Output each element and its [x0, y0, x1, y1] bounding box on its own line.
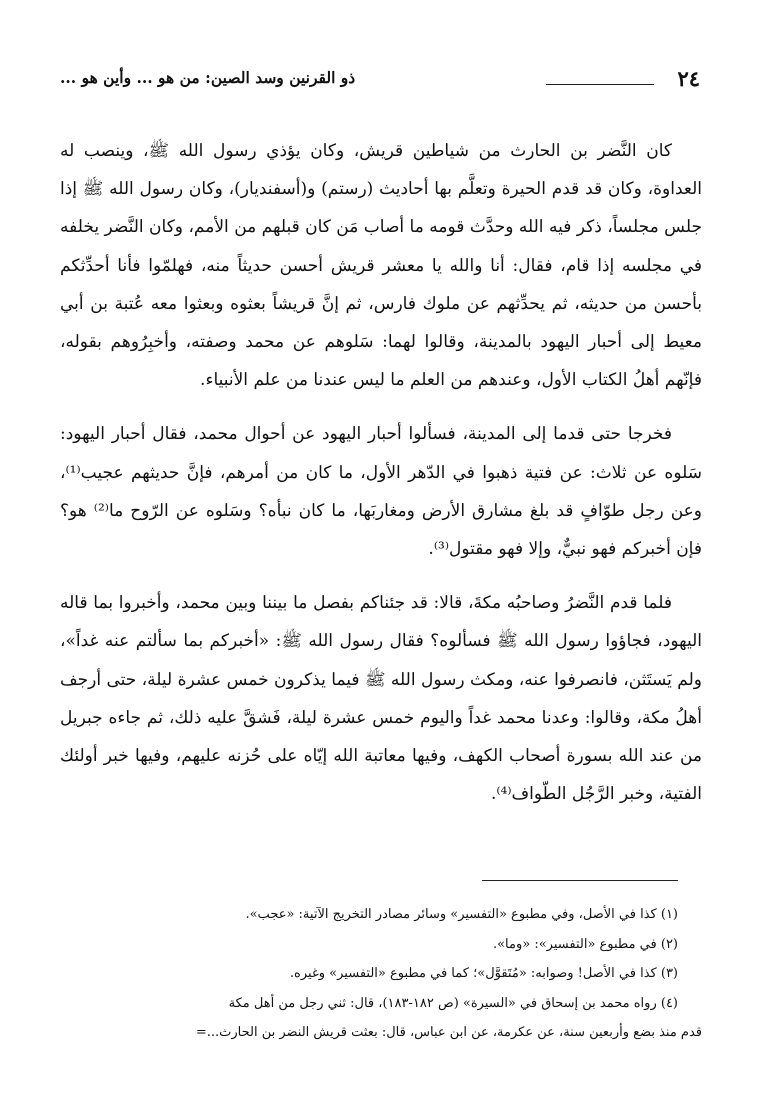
header-rule — [546, 84, 654, 85]
page-number: ٢٤ — [677, 66, 700, 91]
paragraph-1: كان النَّضر بن الحارث من شياطين قريش، وكان يؤذي رسول الله ﷺ، وينصب له العداوة، وكان قد قدم الحيرة وتعلَّم بها أحاديث (رستم) و(أسفنديار)، وكان رسول الله ﷺ إذا جلس مجلساً، ذكر فيه الله وحدَّث قومه ما أصاب مَن كان قبلهم من الأمم، وكان النَّضر يخلفه في مجلسه إذا قام، فقال: أنا والله يا معشر قريش أحسن حديثاً منه، فهلمّوا فأنا أحدِّثكم بأحسن من حديثه، ثم يحدِّثهم عن ملوك فارس، ثم إنَّ قريشاً بعثوه وبعثوا معه عُتبة بن أبي معيط إلى أحبار اليهود بالمدينة، وقالوا لهما: سَلوهم عن محمد وصفته، وأخبِرُوهم بقوله، فإنّهم أهلُ الكتاب الأول، وعندهم من العلم ما ليس عندنا من علم الأنبياء. — [60, 141, 702, 391]
main-text — [60, 132, 702, 829]
paragraph-3: فلما قدم النَّضرُ وصاحبُه مكةَ، قالا: قد جئناكم بفصل ما بيننا وبين محمد، وأخبروا بما قاله اليهود، فجاؤوا رسول الله ﷺ فسألوه؟ فقال رسول الله ﷺ: «أخبركم بما سألتم عنه غداً»، ولم يَستَثن، فانصرفوا عنه، ومكث رسول الله ﷺ فيما يذكرون خمس عشرة ليلة، حتى أرجف أهلُ مكة، وقالوا: وعدنا محمد غداً واليوم خمس عشرة ليلة، فَشقَّ عليه ذلك، ثم جاءه جبريل من عند الله بسورة أصحاب الكهف، وفيها معاتبة الله إيّاه على حُزنه عليهم، وفيها خبر أولئك الفتية، وخبر الرَّجُل الطّواف⁽⁴⁾. — [60, 593, 702, 805]
footnote-4-continuation: قدم منذ بضع وأربعين سنة، عن عكرمة، عن ابن عباس، قال: بعثت قريش النضر بن الحارث...= — [195, 1025, 702, 1040]
footnote-separator — [482, 880, 678, 881]
footnote-4: (٤) رواه محمد بن إسحاق في «السيرة» (ص ١٨٢-١٨٣)، قال: ثني رجل من أهل مكة — [228, 995, 678, 1011]
footnotes — [60, 900, 702, 1048]
running-title: ذو القرنين وسد الصين: من هو ... وأين هو ... — [60, 68, 356, 87]
running-head — [60, 62, 700, 96]
footnote-2: (٢) في مطبوع «التفسير»: «وما». — [492, 936, 678, 952]
footnote-3: (٣) كذا في الأصل! وصوابه: «مُتَقوَّل»؛ كما في مطبوع «التفسير» وغيره. — [289, 966, 678, 981]
footnote-1: (١) كذا في الأصل، وفي مطبوع «التفسير» وسائر مصادر التخريج الآتية: «عجب». — [245, 907, 678, 922]
paragraph-2: فخرجا حتى قدما إلى المدينة، فسألوا أحبار اليهود عن أحوال محمد، فقال أحبار اليهود: سَلوه عن ثلاث: عن فتية ذهبوا في الدّهر الأول، ما كان من أمرهم، فإنَّ حديثهم عجيب⁽¹⁾، وعن رجل طوّافٍ قد بلغ مشارق الأرض ومغاربَها، ما كان نبأه؟ وسَلوه عن الرّوح ما⁽²⁾ هو؟ فإن أخبركم فهو نبيٌّ، وإلا فهو مقتول⁽³⁾. — [60, 424, 702, 560]
